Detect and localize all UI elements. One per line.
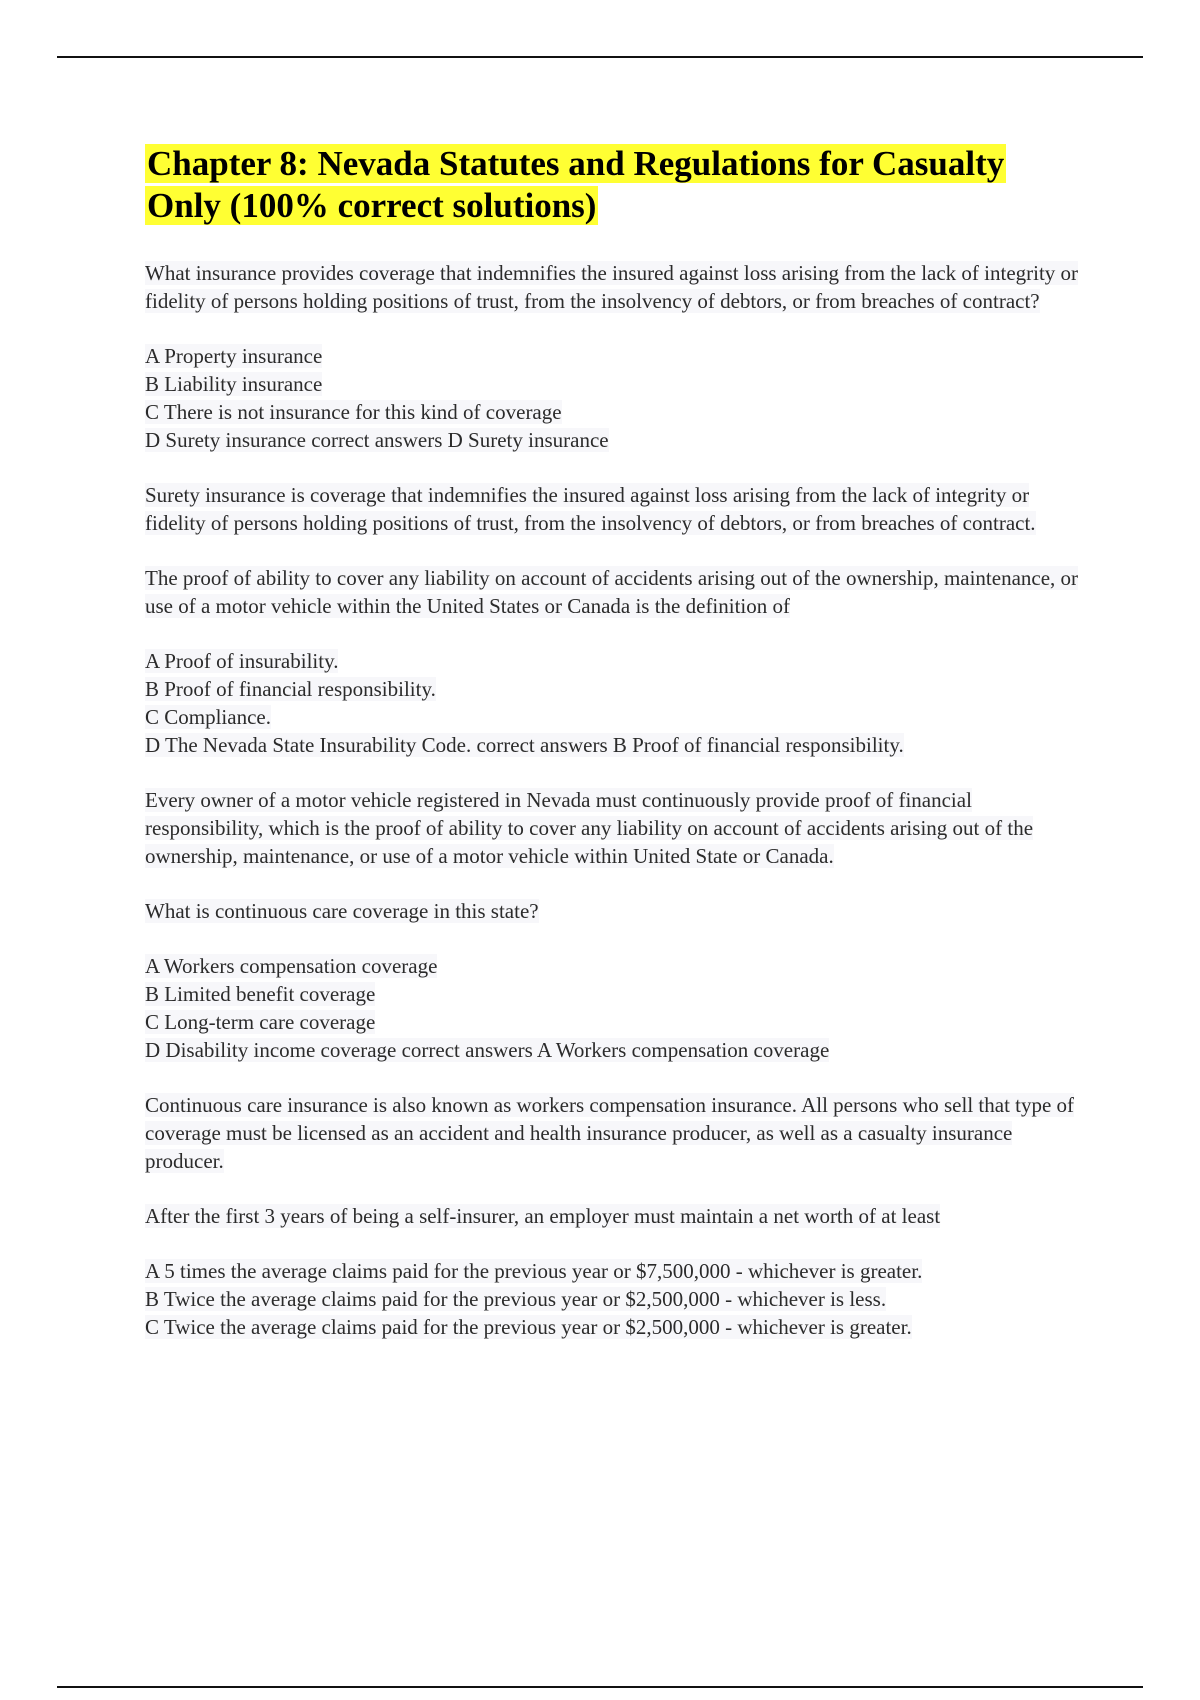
- question-text: [145, 259, 1085, 315]
- option-label: C Twice the average claims paid for the previous year or $2,500,000 - whichever is greater.: [145, 1315, 912, 1339]
- explanation-text: [145, 1091, 1085, 1175]
- option-label: A Proof of insurability.: [145, 649, 339, 673]
- option-label: C Long-term care coverage: [145, 1010, 376, 1034]
- option-list: [145, 952, 1085, 1064]
- question-text: [145, 1202, 1085, 1230]
- option-label: D The Nevada State Insurability Code. correct answers B Proof of financial responsibility.: [145, 733, 904, 757]
- bottom-rule: [57, 1686, 1143, 1688]
- option-item: [145, 342, 1085, 370]
- option-label: A 5 times the average claims paid for the previous year or $7,500,000 - whichever is greater.: [145, 1259, 923, 1283]
- option-item: [145, 647, 1085, 675]
- option-label: D Surety insurance correct answers D Surety insurance: [145, 428, 609, 452]
- explanation-text: [145, 481, 1085, 537]
- option-item: [145, 1313, 1085, 1341]
- question-4-text: After the first 3 years of being a self-insurer, an employer must maintain a net worth of at least: [145, 1204, 941, 1228]
- option-item: [145, 703, 1085, 731]
- question-3-text: What is continuous care coverage in this state?: [145, 899, 539, 923]
- option-label: C There is not insurance for this kind of coverage: [145, 400, 562, 424]
- explanation-text: [145, 786, 1085, 870]
- option-item: [145, 980, 1085, 1008]
- document-body: [145, 143, 1085, 1368]
- option-item: [145, 731, 1085, 759]
- document-title: [145, 143, 1085, 227]
- option-label: B Limited benefit coverage: [145, 982, 376, 1006]
- option-list: [145, 342, 1085, 454]
- explanation-2-text: Every owner of a motor vehicle registered in Nevada must continuously provide proof of financial responsibility, which is the proof of ability to cover any liability on account of accidents arising out of the ownership, maintenance, or use of a motor vehicle within United State or Canada.: [145, 788, 1034, 868]
- document-title-text: Chapter 8: Nevada Statutes and Regulations for Casualty Only (100% correct solutions): [147, 144, 1005, 225]
- option-item: [145, 426, 1085, 454]
- option-item: [145, 1036, 1085, 1064]
- option-list: [145, 647, 1085, 759]
- option-item: [145, 952, 1085, 980]
- question-text: [145, 564, 1085, 620]
- option-label: A Workers compensation coverage: [145, 954, 438, 978]
- question-text: [145, 897, 1085, 925]
- option-item: [145, 1285, 1085, 1313]
- option-label: A Property insurance: [145, 344, 323, 368]
- option-label: B Proof of financial responsibility.: [145, 677, 436, 701]
- option-item: [145, 1257, 1085, 1285]
- option-item: [145, 675, 1085, 703]
- option-list: [145, 1257, 1085, 1341]
- explanation-1-text: Surety insurance is coverage that indemnifies the insured against loss arising from the lack of integrity or fidelity of persons holding positions of trust, from the insolvency of debtors, or from breaches of contract.: [145, 483, 1036, 535]
- option-label: C Compliance.: [145, 705, 271, 729]
- option-label: B Liability insurance: [145, 372, 323, 396]
- explanation-3-text: Continuous care insurance is also known as workers compensation insurance. All persons who sell that type of coverage must be licensed as an accident and health insurance producer, as well as a casualty insurance producer.: [145, 1093, 1075, 1173]
- question-1-text: What insurance provides coverage that indemnifies the insured against loss arising from the lack of integrity or fidelity of persons holding positions of trust, from the insolvency of debtors, or from breaches of contract?: [145, 261, 1079, 313]
- question-2-text: The proof of ability to cover any liability on account of accidents arising out of the ownership, maintenance, or use of a motor vehicle within the United States or Canada is the definition of: [145, 566, 1079, 618]
- option-item: [145, 1008, 1085, 1036]
- option-item: [145, 398, 1085, 426]
- top-rule: [57, 56, 1143, 58]
- option-item: [145, 370, 1085, 398]
- option-label: D Disability income coverage correct answers A Workers compensation coverage: [145, 1038, 830, 1062]
- option-label: B Twice the average claims paid for the previous year or $2,500,000 - whichever is less.: [145, 1287, 887, 1311]
